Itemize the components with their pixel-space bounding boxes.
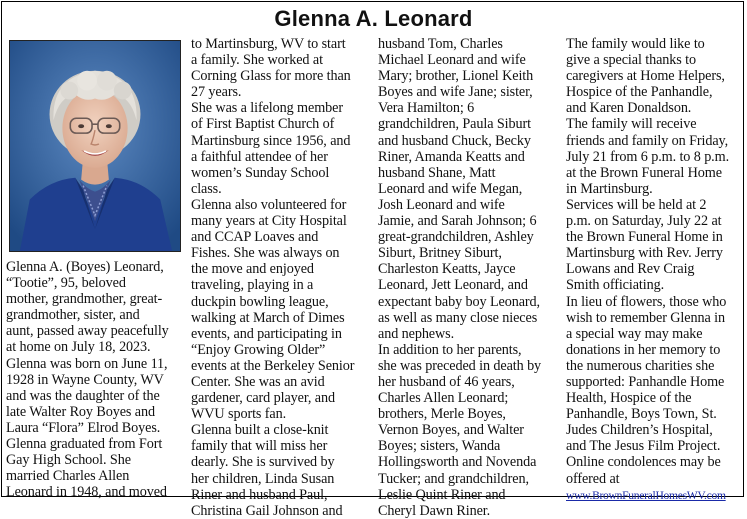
obituary-text-column-1: Glenna A. (Boyes) Leonard, “Tootie”, 95, beloved mother, grandmother, great- grandmother, sister, and aunt, passed away peacefully at home on July 18, 2023. Glenna was born on June 11, 1928 in Wayne County, WV and was the daughter of the late Walter Roy Boyes and Laura “Flora” Elrod Boyes. Glenna graduated from Fort Gay High School. She married Charles Allen Leonard in 1948, and moved <box>6 259 169 501</box>
condolences-link[interactable]: www.BrownFuneralHomesWV.com <box>566 488 726 502</box>
portrait-photo <box>9 40 181 252</box>
obituary-column-2 <box>191 36 372 519</box>
obituary-title: Glenna A. Leonard <box>274 6 473 31</box>
portrait-illustration <box>10 41 180 251</box>
obituary-text-column-4: The family would like to give a special thanks to caregivers at Home Helpers, Hospice of the Panhandle, and Karen Donaldson. The family will receive friends and family on Friday, July 21 from 6 p.m. to 8 p.m. at the Brown Funeral Home in Martinsburg. Services will be held at 2 p.m. on Saturday, July 22 at the Brown Funeral Home in Martinsburg with Rev. Jerry Lowans and Rev Craig Smith officiating. In lieu of flowers, those who wish to remember Glenna in a special way may make donations in her memory to the numerous charities she supported: Panhandle Home Health, Hospice of the Panhandle, Boys Town, St. Judes Children’s Hospital, and The Jesus Film Project. Online condolences may be offered at <box>566 36 730 487</box>
obituary-column-1 <box>6 259 187 500</box>
obituary-text-column-2: to Martinsburg, WV to start a family. She worked at Corning Glass for more than 27 years. She was a lifelong member of First Baptist Church of Martinsburg since 1956, and a faithful attendee of her women’s Sunday School class. Glenna also volunteered for many years at City Hospital and CCAP Loaves and Fishes. She was always on the move and enjoyed traveling, playing in a duckpin bowling league, walking at March of Dimes events, and participating in “Enjoy Growing Older” events at the Berkeley Senior Center. She was an avid gardener, card player, and WVU sports fan. Glenna built a close-knit family that will miss her dearly. She is survived by her children, Linda Susan Riner and husband Paul, Christina Gail Johnson and <box>191 36 355 519</box>
obituary-column-3 <box>378 36 559 519</box>
obituary-column-4 <box>566 36 744 504</box>
obituary-text-column-3: husband Tom, Charles Michael Leonard and wife Mary; brother, Lionel Keith Boyes and wife Jane; sister, Vera Hamilton; 6 grandchildren, Paula Siburt and husband Chuck, Becky Riner, Amanda Keatts and husband Shane, Matt Leonard and wife Megan, Josh Leonard and wife Jamie, and Sarah Johnson; 6 great-grandchildren, Ashley Siburt, Britney Siburt, Charleston Keatts, Jayce Leonard, Jett Leonard, and expectant baby boy Leonard, as well as many close nieces and nephews. In addition to her parents, she was preceded in death by her husband of 46 years, Charles Allen Leonard; brothers, Merle Boyes, Vernon Boyes, and Walter Boyes; sisters, Wanda Hollingsworth and Novenda Tucker; and grandchildren, Leslie Quint Riner and Cheryl Dawn Riner. <box>378 36 542 519</box>
